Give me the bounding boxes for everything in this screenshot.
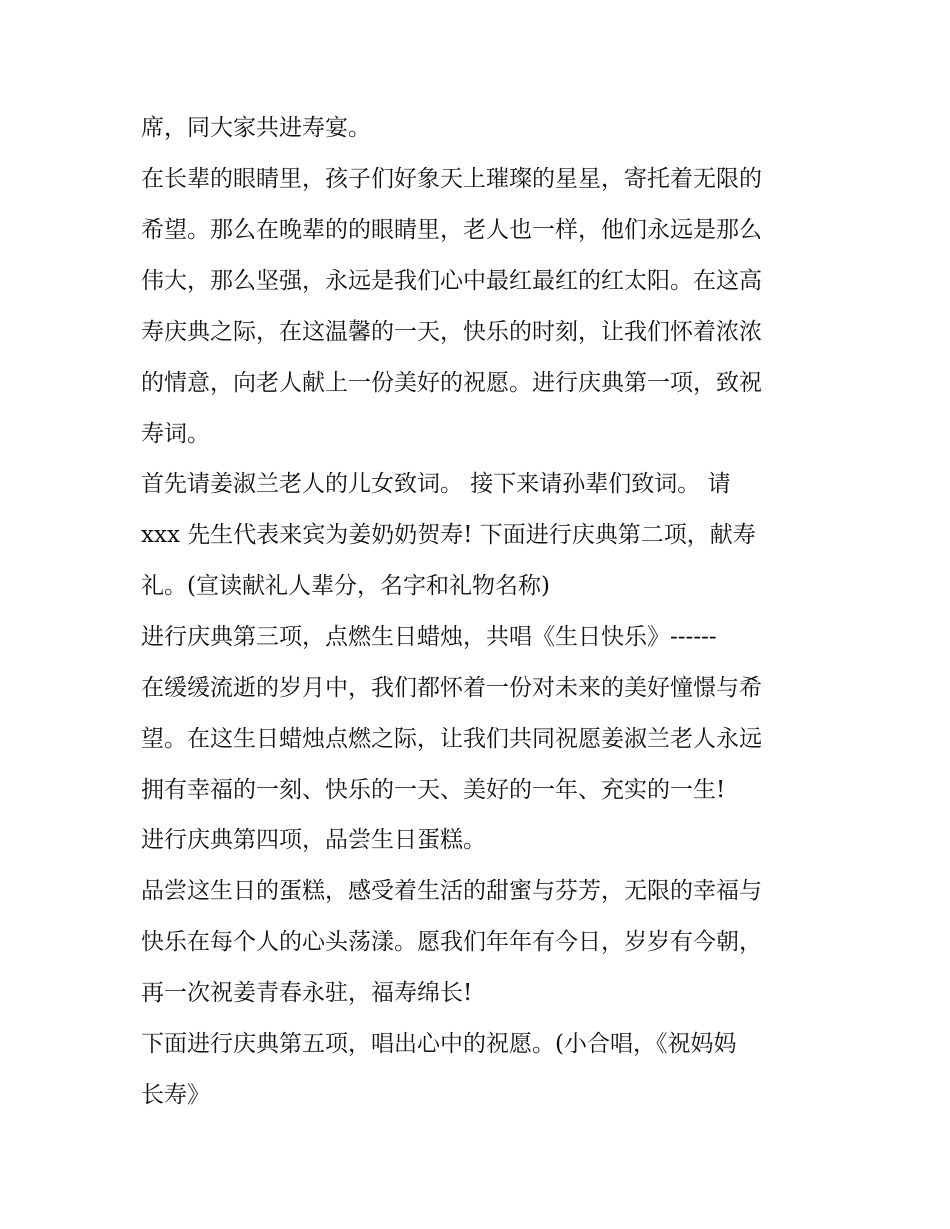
text-line: xxx 先生代表来宾为姜奶奶贺寿! 下面进行庆典第二项，献寿 — [141, 522, 756, 548]
text-line: 拥有幸福的一刻、快乐的一天、美好的一年、充实的一生! — [141, 777, 726, 803]
text-line: 席，同大家共进寿宴。 — [141, 115, 371, 141]
text-line: 的情意，向老人献上一份美好的祝愿。进行庆典第一项，致祝 — [141, 370, 762, 396]
text-line: 进行庆典第四项，品尝生日蛋糕。 — [141, 827, 486, 853]
text-line: 伟大，那么坚强，永远是我们心中最红最红的红太阳。在这高 — [141, 268, 762, 294]
text-line: 下面进行庆典第五项，唱出心中的祝愿。(小合唱，《祝妈妈 — [141, 1031, 737, 1057]
text-line: 在长辈的眼睛里，孩子们好象天上璀璨的星星，寄托着无限的 — [141, 166, 762, 192]
text-line: 进行庆典第三项，点燃生日蜡烛，共唱《生日快乐》------ — [141, 624, 717, 650]
text-line: 首先请姜淑兰老人的儿女致词。 接下来请孙辈们致词。 请 — [141, 471, 731, 497]
text-line: 快乐在每个人的心头荡漾。愿我们年年有今日，岁岁有今朝， — [141, 929, 762, 955]
text-line: 寿词。 — [141, 421, 210, 447]
text-line: 礼。(宣读献礼人辈分，名字和礼物名称) — [141, 573, 550, 599]
text-line: 寿庆典之际，在这温馨的一天，快乐的时刻，让我们怀着浓浓 — [141, 319, 762, 345]
text-line: 希望。那么在晚辈的的眼睛里，老人也一样，他们永远是那么 — [141, 217, 762, 243]
text-line: 品尝这生日的蛋糕，感受着生活的甜蜜与芬芳，无限的幸福与 — [141, 878, 762, 904]
text-line: 再一次祝姜青春永驻，福寿绵长! — [141, 980, 473, 1006]
text-line: 望。在这生日蜡烛点燃之际，让我们共同祝愿姜淑兰老人永远 — [141, 726, 762, 752]
text-line: 长寿》 — [141, 1082, 210, 1108]
text-line: 在缓缓流逝的岁月中，我们都怀着一份对未来的美好憧憬与希 — [141, 675, 762, 701]
